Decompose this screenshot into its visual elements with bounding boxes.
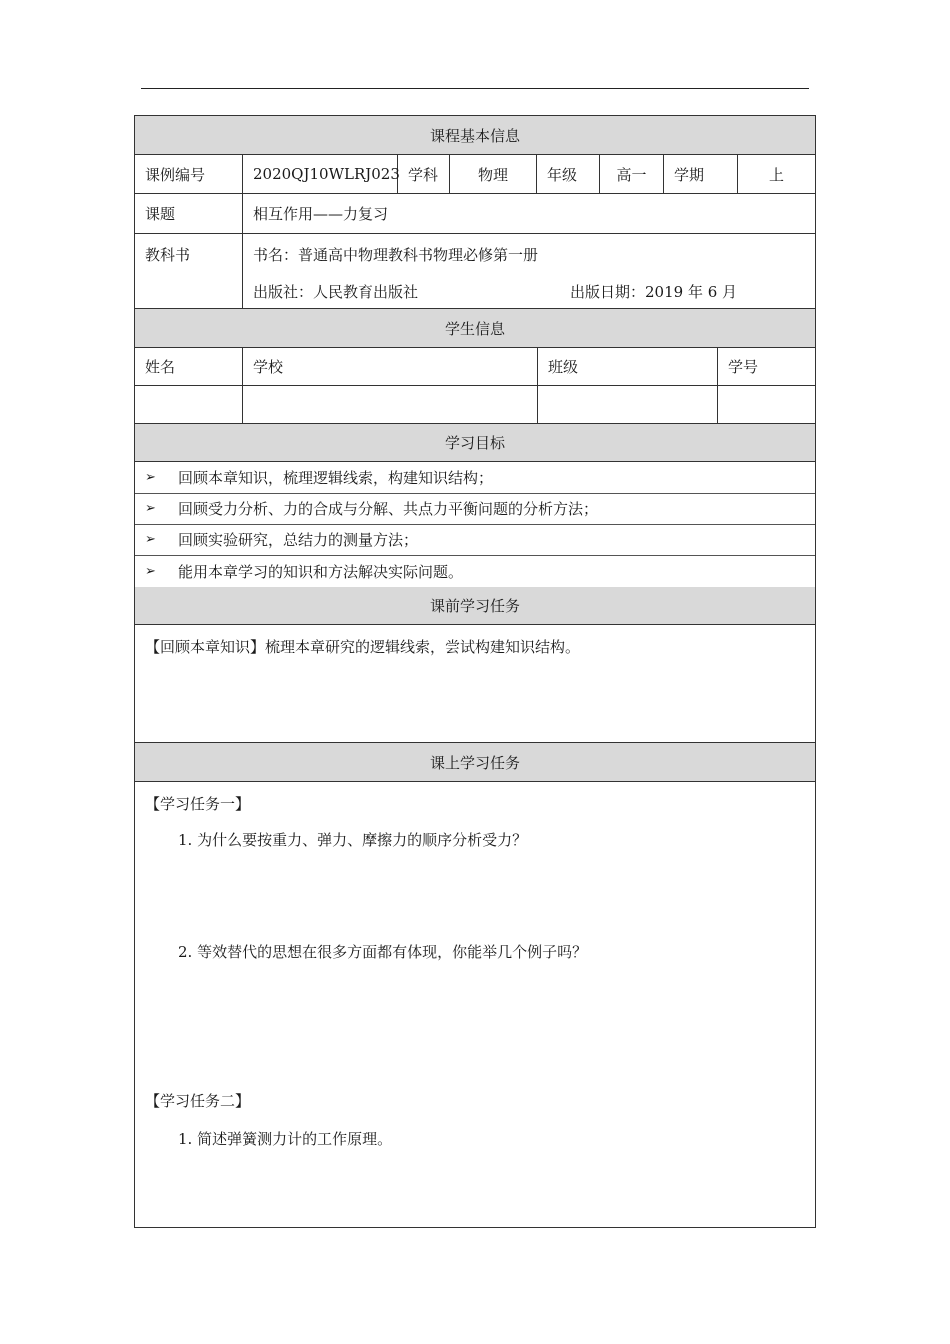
task1-question-2: 2. 等效替代的思想在很多方面都有体现，你能举几个例子吗？: [178, 943, 588, 961]
objective-item: ➢ 回顾实验研究，总结力的测量方法；: [145, 531, 419, 549]
class-field[interactable]: [538, 386, 718, 423]
publish-date: 出版日期：2019 年 6 月: [570, 283, 738, 301]
in-class-content: [135, 782, 815, 1227]
task2-title: 【学习任务二】: [145, 1092, 251, 1110]
case-no-label: 课例编号: [135, 155, 243, 193]
objectives-header: [135, 424, 815, 462]
bullet-arrow-icon: ➢: [145, 532, 156, 547]
objective-item: ➢ 回顾受力分析、力的合成与分解、共点力平衡问题的分析方法；: [145, 500, 599, 518]
term-label: 学期: [664, 155, 738, 193]
subject-value: 物理: [450, 155, 537, 193]
school-field[interactable]: [243, 386, 538, 423]
bullet-arrow-icon: ➢: [145, 563, 156, 579]
in-class-header: [135, 743, 815, 782]
student-labels-row: [135, 348, 815, 386]
topic-row: [135, 194, 815, 234]
topic-value: 相互作用——力复习: [253, 205, 389, 223]
subject-label: 学科: [398, 155, 450, 193]
objective-item: ➢ 回顾本章知识，梳理逻辑线索，构建知识结构；: [145, 469, 494, 487]
textbook-details: [243, 234, 815, 308]
term-value: 上: [768, 165, 784, 184]
case-no-value: 2020QJ10WLRJ023: [243, 155, 398, 193]
lesson-form-table: [134, 115, 816, 1228]
book-name: 书名：普通高中物理教科书物理必修第一册: [253, 246, 539, 264]
name-field[interactable]: [135, 386, 243, 423]
student-info-title: 学生信息: [444, 319, 505, 338]
objective-item: ➢ 能用本章学习的知识和方法解决实际问题。: [145, 562, 464, 581]
objectives-title: 学习目标: [444, 434, 505, 452]
grade-label: 年级: [537, 155, 600, 193]
pre-class-content: [135, 625, 815, 743]
course-info-header: [135, 116, 815, 155]
textbook-row: [135, 234, 815, 309]
student-values-row: [135, 386, 815, 424]
pre-class-header: [135, 587, 815, 625]
task1-title: 【学习任务一】: [145, 795, 251, 813]
publisher: 出版社：人民教育出版社: [253, 283, 419, 301]
pre-class-title: 课前学习任务: [429, 597, 520, 615]
course-meta-row: [135, 155, 815, 194]
header-rule: [141, 88, 809, 89]
task1-question-1: 1. 为什么要按重力、弹力、摩擦力的顺序分析受力？: [178, 831, 528, 849]
student-id-label: 学号: [728, 358, 759, 376]
task2-question-1: 1. 简述弹簧测力计的工作原理。: [178, 1130, 393, 1148]
class-label: 班级: [538, 348, 718, 385]
student-info-header: [135, 309, 815, 348]
bullet-arrow-icon: ➢: [145, 501, 156, 516]
bullet-arrow-icon: ➢: [145, 470, 156, 485]
textbook-label: 教科书: [135, 234, 243, 308]
grade-value: 高一: [600, 155, 664, 193]
student-id-field[interactable]: [718, 386, 815, 423]
course-info-title: 课程基本信息: [429, 126, 520, 145]
name-label: 姓名: [135, 348, 243, 385]
pre-class-task: 【回顾本章知识】梳理本章研究的逻辑线索，尝试构建知识结构。: [145, 638, 581, 656]
school-label: 学校: [243, 348, 538, 385]
objectives-list: [135, 462, 815, 587]
topic-label: 课题: [135, 194, 243, 233]
in-class-title: 课上学习任务: [429, 753, 520, 772]
